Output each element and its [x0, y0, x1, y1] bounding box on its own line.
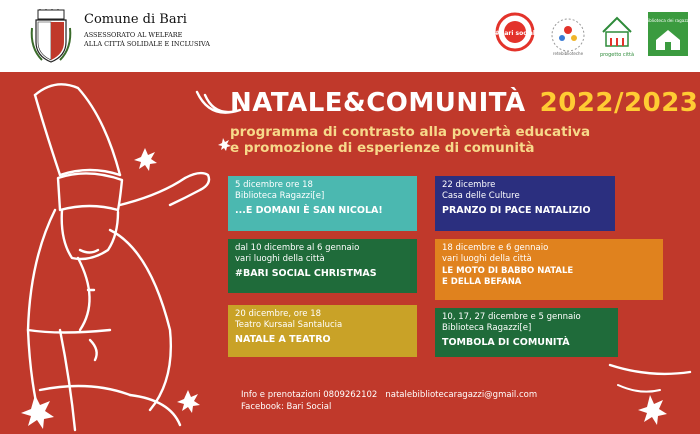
event-date: 10, 17, 27 dicembre e 5 gennaio [442, 312, 581, 322]
comune-title: Comune di Bari [84, 12, 187, 27]
bari-social-logo-text: #bari social [495, 30, 535, 37]
info-email[interactable]: natalebibliotecaragazzi@gmail.com [385, 390, 538, 400]
event-card-bari-social-christmas [228, 239, 417, 293]
assessorato-line2: ALLA CITTÀ SOLIDALE E INCLUSIVA [84, 39, 210, 48]
event-place: Teatro Kursaal Santalucia [235, 320, 343, 330]
progetto-citta-logo-text: progetto città [599, 52, 635, 58]
info-facebook[interactable]: Facebook: Bari Social [241, 402, 332, 412]
event-date: 5 dicembre ore 18 [235, 180, 313, 190]
event-place: Biblioteca Ragazzi[e] [235, 191, 325, 201]
main-title [230, 88, 698, 118]
event-card-natale-a-teatro [228, 305, 417, 357]
biblioteca-ragazzi-logo-text: la biblioteca dei ragazzi[e] [640, 18, 696, 23]
event-date: 18 dicembre e 6 gennaio [442, 243, 549, 253]
info-phone: Info e prenotazioni 0809262102 [241, 390, 378, 400]
info-block [241, 389, 537, 413]
event-title: PRANZO DI PACE NATALIZIO [442, 205, 591, 216]
event-card-moto-babbo-natale [435, 239, 663, 300]
subtitle-line1: programma di contrasto alla povertà educativa [230, 124, 591, 140]
event-title: NATALE A TEATRO [235, 334, 331, 345]
event-title: #BARI SOCIAL CHRISTMAS [235, 268, 377, 279]
event-date: 20 dicembre, ore 18 [235, 309, 322, 319]
event-card-tombola [435, 308, 618, 357]
event-title-line2: E DELLA BEFANA [442, 277, 522, 287]
event-place: vari luoghi della città [235, 254, 325, 264]
event-card-san-nicola [228, 176, 417, 231]
event-place: Casa delle Culture [442, 191, 520, 201]
event-title: LE MOTO DI BABBO NATALE [442, 266, 574, 276]
event-date: dal 10 dicembre al 6 gennaio [235, 243, 360, 253]
event-date: 22 dicembre [442, 180, 496, 190]
subtitle-line2: e promozione di esperienze di comunità [230, 140, 535, 156]
main-title-text: NATALE&COMUNITÀ [230, 88, 526, 118]
main-title-years: 2022/2023 [539, 88, 699, 118]
subtitle [230, 124, 590, 156]
event-card-pranzo [435, 176, 615, 231]
event-title: TOMBOLA DI COMUNITÀ [442, 337, 570, 348]
event-title: ...E DOMANI È SAN NICOLA! [235, 205, 383, 216]
rete-biblioteche-logo-text: retebiblioteche [552, 51, 584, 56]
event-place: vari luoghi della città [442, 254, 532, 264]
event-place: Biblioteca Ragazzi[e] [442, 323, 532, 333]
assessorato-line1: ASSESSORATO AL WELFARE [84, 31, 183, 39]
